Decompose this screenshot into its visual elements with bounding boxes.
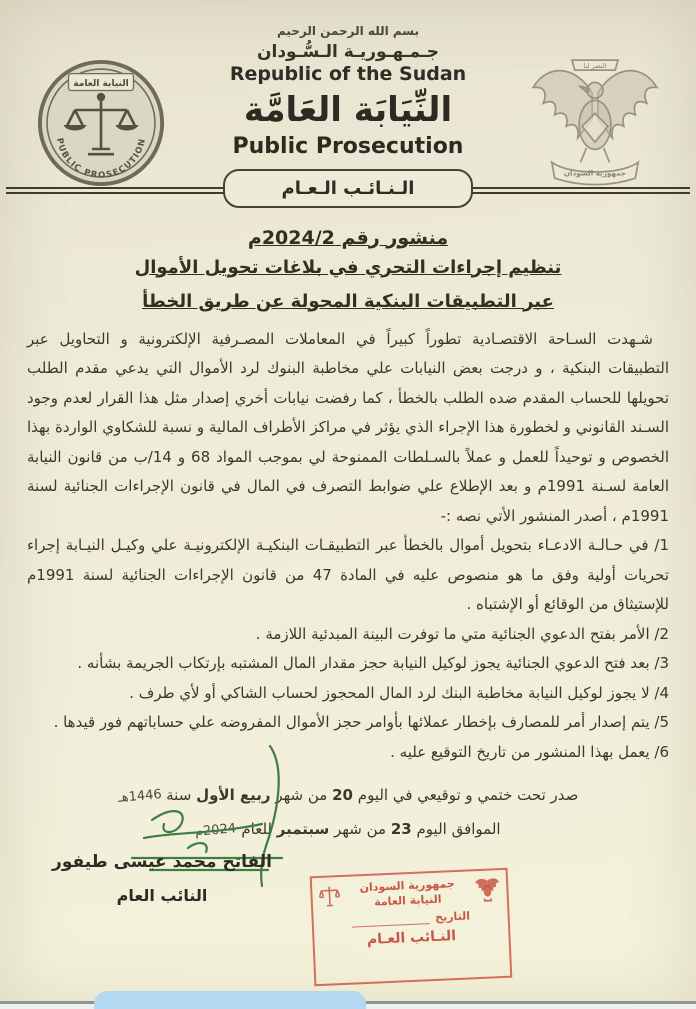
year-word: للعام bbox=[241, 820, 272, 838]
year-word: سنة bbox=[166, 786, 192, 804]
circular-item-4: 4/ لا يجوز لوكيل النيابة مخاطبة البنك لرد المال المحجوز لحساب الشاكي أو لأي طرف . bbox=[129, 683, 669, 702]
hijri-day: 20 bbox=[332, 786, 353, 804]
country-name-arabic: جـمـهـوريـة الـسُّـودان bbox=[256, 42, 440, 62]
intro-paragraph: شـهدت السـاحة الاقتصـادية تطوراً كبيراً في المعاملات المصـرفية الإلكترونية و التحاويل عبر التطبيقات البنكية ، و درجت بعض النيابات علي مخاطبة البنوك لرد الأموال التي يدعي مقدم الطلب تحويلها للحساب المقدم ضده الطلب بالخطأ ، كما رفضت نيابات أخري إصدار مثل هذا القرار لعدم وجود السـند القانوني و لخطورة هذا الإجراء الذي يؤثر في مراكز الأطراف المالية و نسبة للشكاوي الواردة بهذا الخصوص و توحيداً للعمل و عملاً بالسـلطات الممنوحة لي بموجب المواد 68 و 14/ب من قانون النيابة العامة لسـنة 1991م و بعد الإطلاع علي ضوابط التصرف في المال في قانون الإجراءات الجنائية لسنة 1991م ، أصدر المنشور الأتي نصه :- bbox=[27, 329, 669, 525]
gregorian-day: 23 bbox=[390, 820, 412, 838]
subject-line-2: عبر التطبيقات البنكية المحولة عن طريق الخطأ bbox=[142, 290, 554, 312]
stamp-org: النيابة العامة bbox=[373, 892, 442, 909]
office-title: الـنـائـب الـعـام bbox=[223, 169, 473, 208]
stamp-date-label: التاريخ bbox=[434, 909, 471, 924]
double-rule-left bbox=[6, 187, 228, 194]
stamp-office-title: النـائب العـام bbox=[366, 928, 457, 948]
stamp-country: جمهورية السودان bbox=[359, 877, 456, 895]
circular-item-3: 3/ بعد فتح الدعوي الجنائية يجوز لوكيل النيابة حجز مقدار المال المشتبه بإرتكاب الجريمة بشأنه . bbox=[77, 654, 669, 672]
signatory-name: الفاتح محمد عيسى طيفور bbox=[52, 852, 272, 872]
gregorian-year-handwritten: 2024م bbox=[194, 821, 238, 840]
seal-banner-text: النيابة العامة bbox=[73, 78, 129, 89]
stamp-eagle-icon bbox=[474, 876, 501, 903]
seal-arc-text: PUBLIC PROSECUTION bbox=[54, 136, 148, 180]
coat-bottom-banner-text: جمهورية السودان bbox=[563, 168, 627, 178]
circular-item-1: 1/ في حـالـة الادعـاء بتحويل أموال بالخطأ عبر التطبيقـات البنكيـة الإلكترونيـة علي وكيـل النيـابة إجراء تحريات أولية وفق ما هو منصوص عليه في المادة 47 من قانون الإجراءات الجنائية لسنة 1991م للإستيثاق من الوقائع أو الإشتباه . bbox=[27, 536, 669, 613]
official-stamp bbox=[310, 868, 513, 987]
stamp-date-line bbox=[351, 913, 429, 927]
hijri-month: ربيع الأول bbox=[196, 786, 271, 804]
subject-line-1: تنظيم إجراءات التحري في بلاغات تحويل الأموال bbox=[134, 256, 562, 278]
attorney-general-banner bbox=[0, 169, 696, 213]
gregorian-month: سبتمبر bbox=[276, 820, 330, 838]
bismillah-text: بسم الله الرحمن الرحيم bbox=[276, 24, 420, 38]
chat-bubble-edge bbox=[94, 991, 366, 1009]
org-name-arabic: النِّيَابَة العَامَّة bbox=[243, 90, 453, 130]
circular-body bbox=[27, 325, 669, 768]
circular-item-6: 6/ يعمل بهذا المنشور من تاريخ التوقيع عليه . bbox=[390, 742, 669, 761]
org-name-english: Public Prosecution bbox=[232, 134, 464, 159]
gregorian-prefix: الموافق اليوم bbox=[416, 820, 501, 838]
signatory-block bbox=[26, 852, 298, 905]
circular-number: منشور رقم 2024/2م bbox=[247, 226, 449, 249]
issued-prefix: صدر تحت ختمي و توقيعي في اليوم bbox=[357, 786, 579, 804]
stamp-scales-icon bbox=[318, 884, 341, 909]
country-name-english: Republic of the Sudan bbox=[229, 63, 467, 86]
signatory-title: النائب العام bbox=[116, 886, 208, 905]
circular-item-5: 5/ يتم إصدار أمر للمصارف بإخطار عملائها بأوامر حجز الأموال المفروضه علي حساباتهم فور قيدها . bbox=[53, 713, 669, 731]
double-rule-right bbox=[466, 187, 690, 194]
circular-item-2: 2/ الأمر بفتح الدعوي الجنائية متي ما توفرت البينة المبدئية اللازمة . bbox=[255, 624, 669, 643]
hijri-year-handwritten: 1446هـ bbox=[117, 787, 162, 806]
month-word: من شهر bbox=[334, 820, 387, 838]
month-word: من شهر bbox=[275, 786, 328, 804]
coat-top-banner-text: النصر لنا bbox=[583, 62, 607, 70]
